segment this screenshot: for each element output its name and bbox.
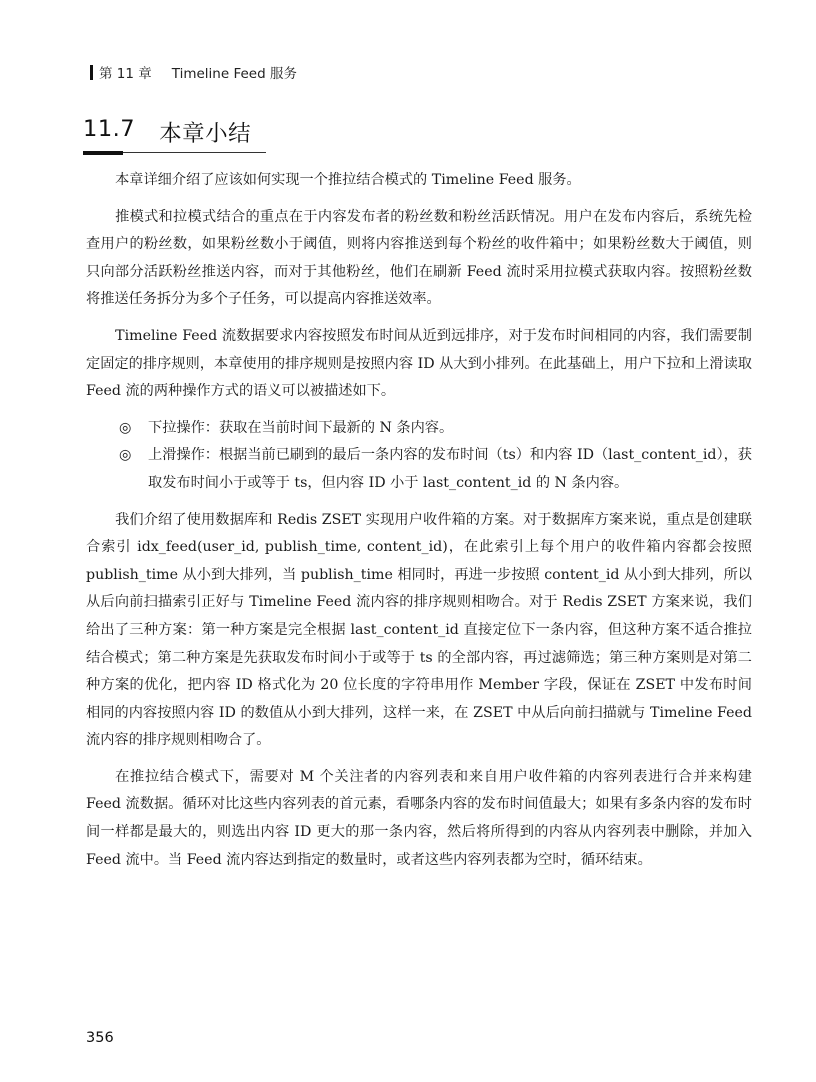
paragraph-intro: 本章详细介绍了应该如何实现一个推拉结合模式的 Timeline Feed 服务。 xyxy=(115,172,581,188)
list-item xyxy=(86,415,752,443)
bullet-symbol: ◎ xyxy=(119,447,132,464)
paragraph-merge: 在推拉结合模式下，需要对 M 个关注者的内容列表和来自用户收件箱的内容列表进行合并来构建 Feed 流数据。循环对比这些内容列表的首元素，看哪条内容的发布时间值最大；如果有多条内容的发布时间一样都是最大的，则选出内容 ID 更大的那一条内容，然后将所得到的内容从内容列表中删除，并加入 Feed 流中。当 Feed 流内容达到指定的数量时，或者这些内容列表都为空时，循环结束。 xyxy=(86,768,752,868)
list-item xyxy=(86,442,752,497)
heading-rule-accent xyxy=(83,151,123,155)
paragraph-sorting: Timeline Feed 流数据要求内容按照发布时间从近到远排序，对于发布时间相同的内容，我们需要制定固定的排序规则，本章使用的排序规则是按照内容 ID 从大到小排列。在此基础上，用户下拉和上滑读取 Feed 流的两种操作方式的语义可以被描述如下。 xyxy=(86,327,752,400)
chapter-title: Timeline Feed 服务 xyxy=(171,66,297,82)
paragraph-inbox: 我们介绍了使用数据库和 Redis ZSET 实现用户收件箱的方案。对于数据库方案来说，重点是创建联合索引 idx_feed(user_id, publish_time, content_id)，在此索引上每个用户的收件箱内容都会按照 publish_time 从小到大排列，当 publish_time 相同时，再进一步按照 content_id 从小到大排列，所以从后向前扫描索引正好与 Timeline Feed 流内容的排序规则相吻合。对于 Redis ZSET 方案来说，我们给出了三种方案：第一种方案是完全根据 last_content_id 直接定位下一条内容，但这种方案不适合推拉结合模式；第二种方案是先获取发布时间小于或等于 ts 的全部内容，再过滤筛选；第三种方案则是对第二种方案的优化，把内容 ID 格式化为 20 位长度的字符串用作 Member 字段，保证在 ZSET 中发布时间相同的内容按照内容 ID 的数值从小到大排列，这样一来，在 ZSET 中从后向前扫描就与 Timeline Feed 流内容的排序规则相吻合了。 xyxy=(86,511,752,749)
list-item-text: 下拉操作：获取在当前时间下最新的 N 条内容。 xyxy=(148,419,454,436)
section-title: 本章小结 xyxy=(159,121,252,147)
operation-list xyxy=(86,415,752,498)
list-item-text: 上滑操作：根据当前已刷到的最后一条内容的发布时间（ts）和内容 ID（last_content_id），获取发布时间小于或等于 ts，但内容 ID 小于 last_content_id 的 N 条内容。 xyxy=(148,447,752,491)
section-number: 11.7 xyxy=(83,116,136,142)
page-number: 356 xyxy=(86,1030,114,1046)
bullet-symbol: ◎ xyxy=(119,419,132,436)
body-text xyxy=(86,167,752,883)
paragraph-push-pull: 推模式和拉模式结合的重点在于内容发布者的粉丝数和粉丝活跃情况。用户在发布内容后，系统先检查用户的粉丝数，如果粉丝数小于阈值，则将内容推送到每个粉丝的收件箱中；如果粉丝数大于阈值，则只向部分活跃粉丝推送内容，而对于其他粉丝，他们在刷新 Feed 流时采用拉模式获取内容。按照粉丝数将推送任务拆分为多个子任务，可以提高内容推送效率。 xyxy=(86,208,752,308)
section-heading xyxy=(83,116,251,148)
chapter-label: 第 11 章 xyxy=(99,66,152,82)
running-head xyxy=(90,62,297,82)
running-head-bar xyxy=(90,65,93,80)
